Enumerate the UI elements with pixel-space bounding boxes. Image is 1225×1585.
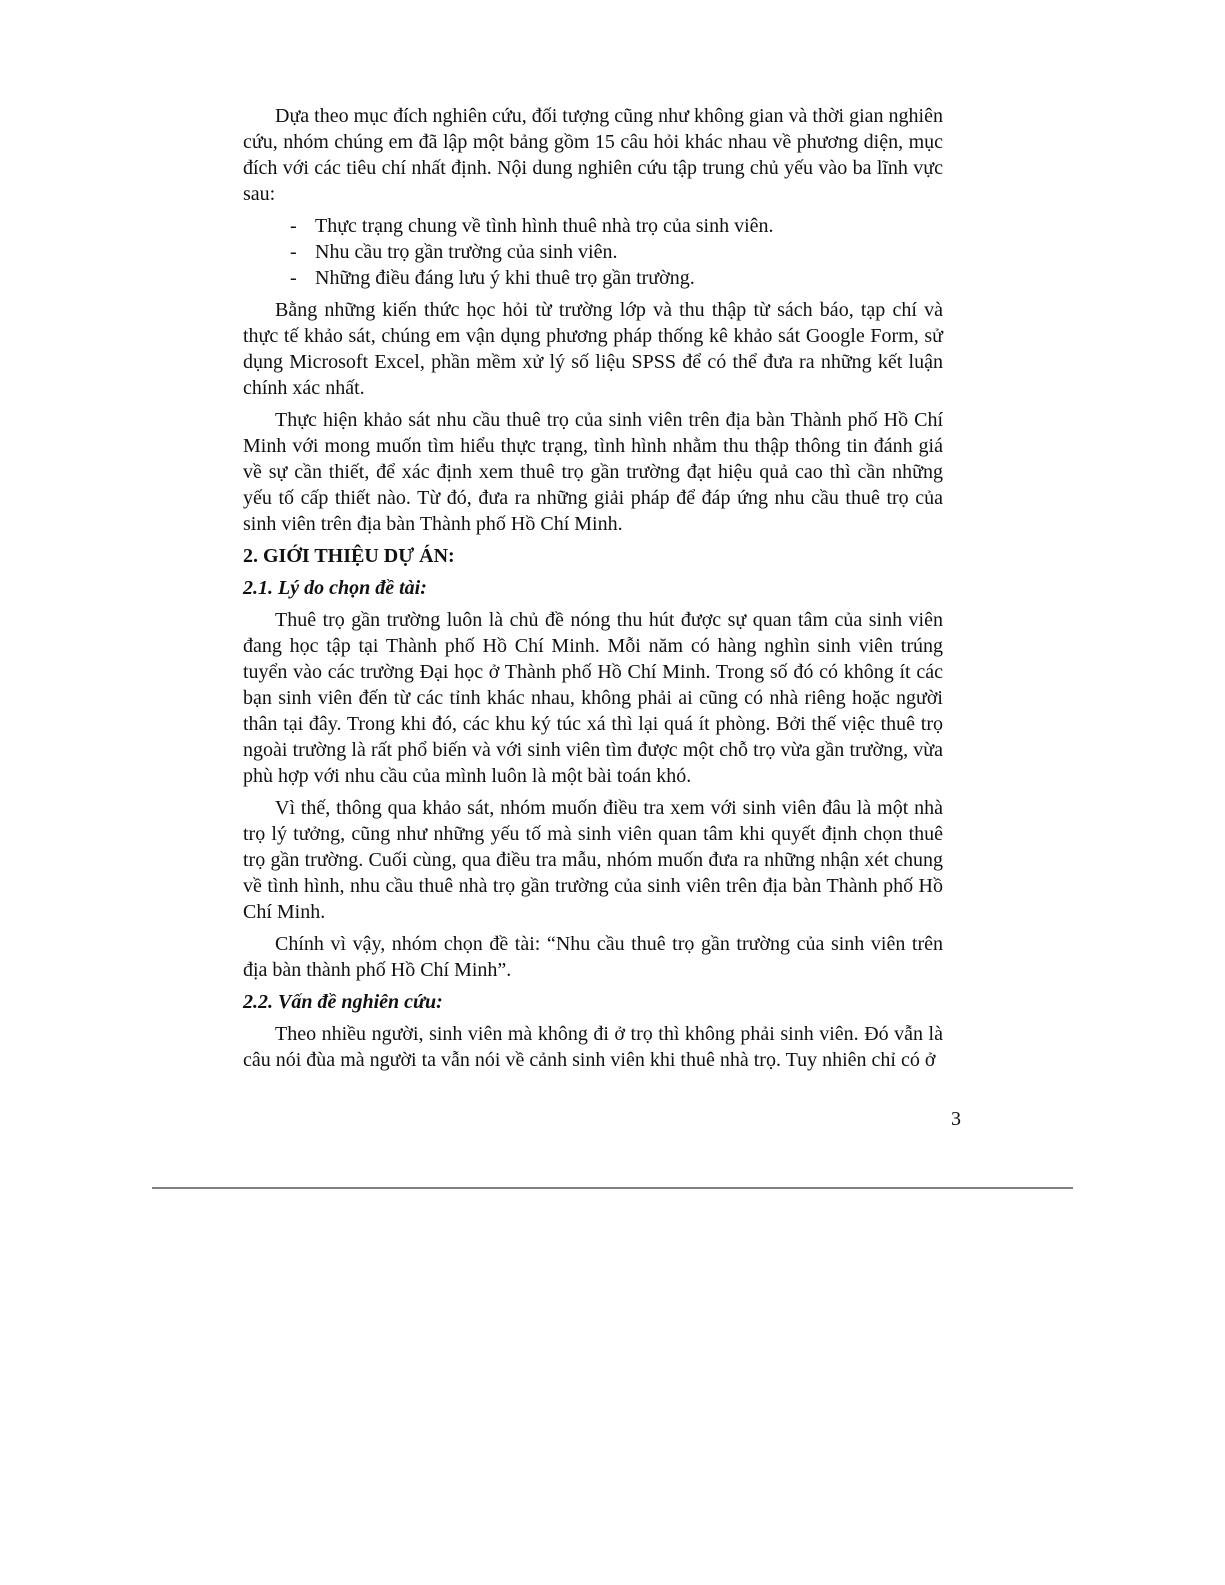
heading-2-1-reason: 2.1. Lý do chọn đề tài: <box>243 577 427 599</box>
research-focus-list <box>243 213 943 291</box>
dash-bullet-marker: - <box>290 215 297 237</box>
list-item-text: Nhu cầu trọ gần trường của sinh viên. <box>315 241 618 263</box>
page-break-divider <box>152 1187 1073 1189</box>
list-item <box>243 265 943 291</box>
heading-2-2-research-problem: 2.2. Vấn đề nghiên cứu: <box>243 991 443 1013</box>
heading-section-2: 2. GIỚI THIỆU DỰ ÁN: <box>243 545 455 567</box>
paragraph-methods: Bằng những kiến thức học hỏi từ trường lớp và thu thập từ sách báo, tạp chí và thực tế khảo sát, chúng em vận dụng phương pháp thống kê khảo sát Google Form, sử dụng Microsoft Excel, phần mềm xử lý số liệu SPSS để có thể đưa ra những kết luận chính xác nhất. <box>243 299 943 399</box>
paragraph-reason-2: Vì thế, thông qua khảo sát, nhóm muốn điều tra xem với sinh viên đâu là một nhà trọ lý tưởng, cũng như những yếu tố mà sinh viên quan tâm khi quyết định chọn thuê trọ gần trường. Cuối cùng, qua điều tra mẫu, nhóm muốn đưa ra những nhận xét chung về tình hình, nhu cầu thuê nhà trọ gần trường của sinh viên trên địa bàn Thành phố Hồ Chí Minh. <box>243 797 943 923</box>
document-body <box>243 103 943 1079</box>
list-item <box>243 239 943 265</box>
paragraph-survey-goal: Thực hiện khảo sát nhu cầu thuê trọ của sinh viên trên địa bàn Thành phố Hồ Chí Minh với mong muốn tìm hiểu thực trạng, tình hình nhằm thu thập thông tin đánh giá về sự cần thiết, để xác định xem thuê trọ gần trường đạt hiệu quả cao thì cần những yếu tố cấp thiết nào. Từ đó, đưa ra những giải pháp để đáp ứng nhu cầu thuê trọ của sinh viên trên địa bàn Thành phố Hồ Chí Minh. <box>243 409 943 535</box>
page-number: 3 <box>951 1108 961 1130</box>
list-item-text: Thực trạng chung về tình hình thuê nhà trọ của sinh viên. <box>315 215 774 237</box>
paragraph-research-problem: Theo nhiều người, sinh viên mà không đi ở trọ thì không phải sinh viên. Đó vẫn là câu nói đùa mà người ta vẫn nói về cảnh sinh viên khi thuê nhà trọ. Tuy nhiên chỉ có ở <box>243 1023 943 1071</box>
list-item-text: Những điều đáng lưu ý khi thuê trọ gần trường. <box>315 267 695 289</box>
dash-bullet-marker: - <box>290 267 297 289</box>
paragraph-research-scope: Dựa theo mục đích nghiên cứu, đối tượng cũng như không gian và thời gian nghiên cứu, nhóm chúng em đã lập một bảng gồm 15 câu hỏi khác nhau về phương diện, mục đích với các tiêu chí nhất định. Nội dung nghiên cứu tập trung chủ yếu vào ba lĩnh vực sau: <box>243 105 943 205</box>
list-item <box>243 213 943 239</box>
paragraph-topic-choice: Chính vì vậy, nhóm chọn đề tài: “Nhu cầu thuê trọ gần trường của sinh viên trên địa bàn thành phố Hồ Chí Minh”. <box>243 933 943 981</box>
dash-bullet-marker: - <box>290 241 297 263</box>
paragraph-reason-1: Thuê trọ gần trường luôn là chủ đề nóng thu hút được sự quan tâm của sinh viên đang học tập tại Thành phố Hồ Chí Minh. Mỗi năm có hàng nghìn sinh viên trúng tuyển vào các trường Đại học ở Thành phố Hồ Chí Minh. Trong số đó có không ít các bạn sinh viên đến từ các tỉnh khác nhau, không phải ai cũng có nhà riêng hoặc người thân tại đây. Trong khi đó, các khu ký túc xá thì lại quá ít phòng. Bởi thế việc thuê trọ ngoài trường là rất phổ biến và với sinh viên tìm được một chỗ trọ vừa gần trường, vừa phù hợp với nhu cầu của mình luôn là một bài toán khó. <box>243 609 943 787</box>
